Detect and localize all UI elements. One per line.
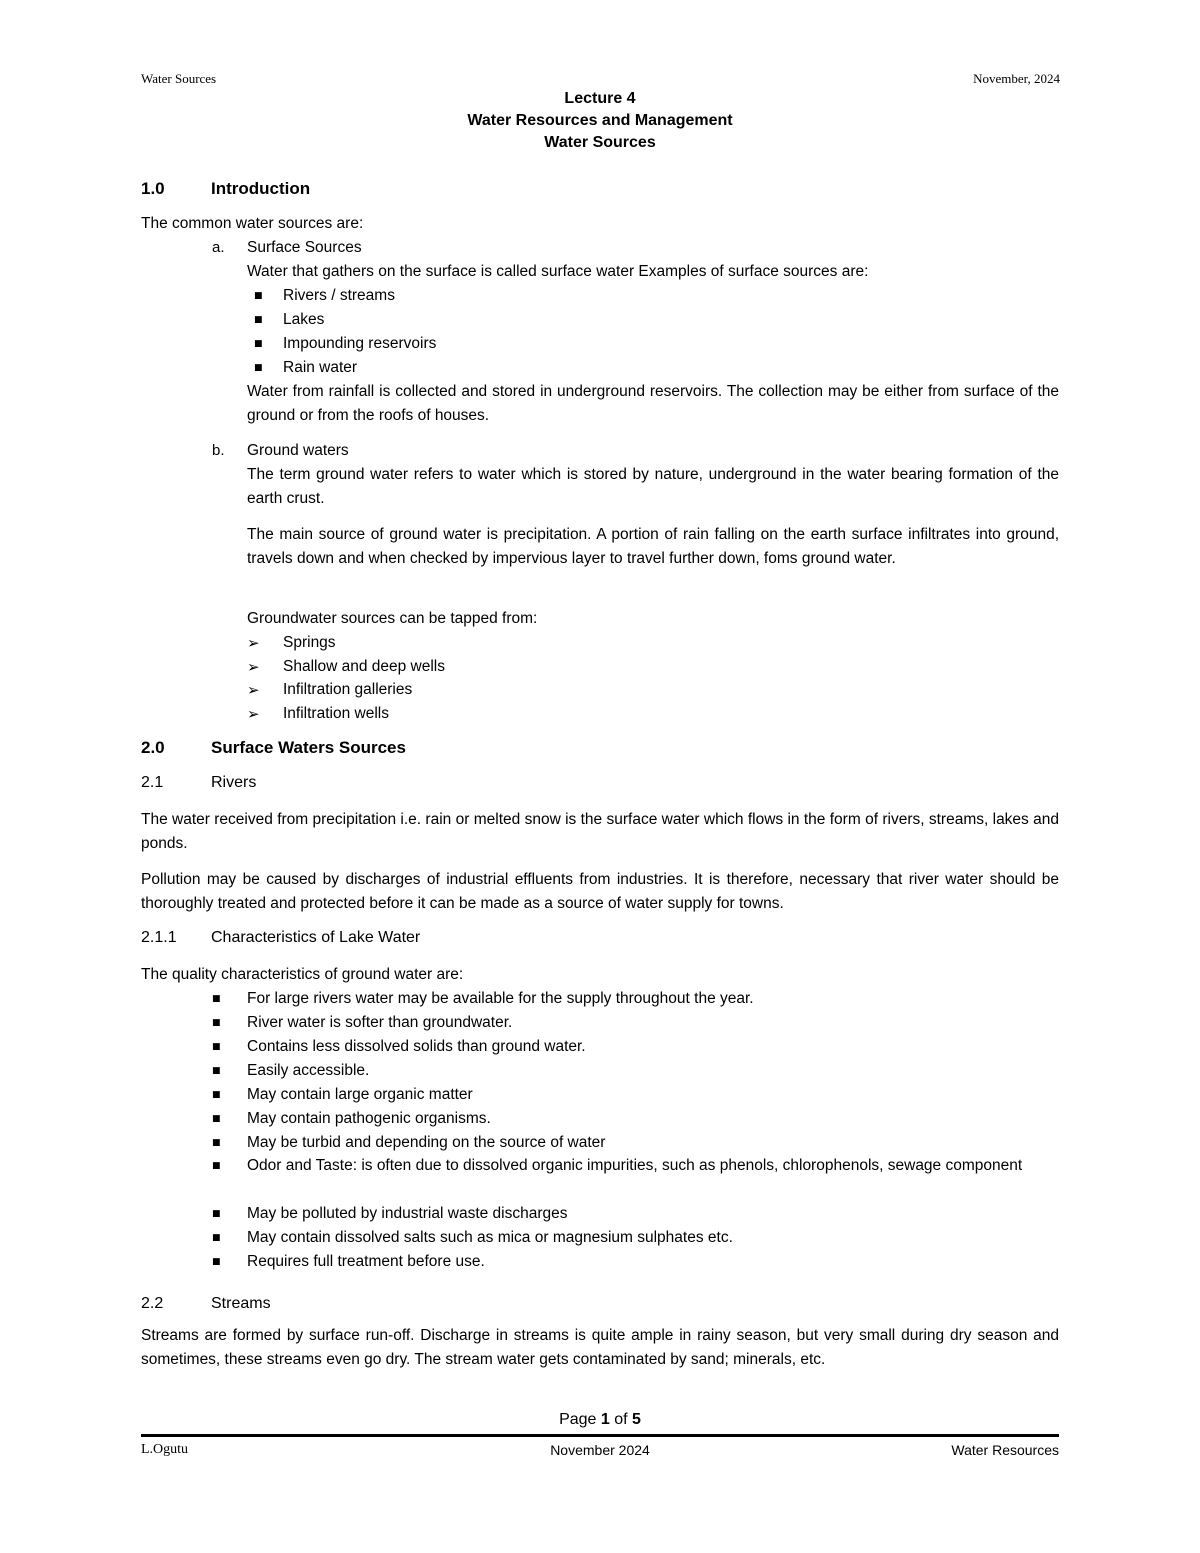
square-bullet-icon: ■ — [212, 1042, 221, 1052]
characteristics-intro: The quality characteristics of ground water are: — [141, 966, 464, 983]
section-2-heading — [141, 738, 406, 758]
arrow-bullet-icon: ➢ — [247, 658, 260, 676]
square-bullet-icon: ■ — [212, 1114, 221, 1124]
list-item: Rain water — [283, 359, 358, 376]
list-item: Rivers / streams — [283, 287, 395, 304]
rivers-paragraph-2: Pollution may be caused by discharges of industrial effluents from industries. It is therefore, necessary that river water should be thoroughly treated and protected before it can be made as a source of water supply for towns. — [141, 871, 1059, 912]
list-item: Infiltration wells — [283, 705, 389, 722]
subsection-number: 2.1 — [141, 774, 164, 791]
list-item: Springs — [283, 634, 336, 651]
lecture-title: Water Sources — [544, 134, 656, 151]
list-item: Requires full treatment before use. — [247, 1253, 485, 1270]
page-label: Page — [559, 1411, 601, 1428]
list-item: May contain dissolved salts such as mica or magnesium sulphates etc. — [247, 1229, 733, 1246]
ground-waters-title: Ground waters — [247, 442, 349, 459]
subsection-number: 2.1.1 — [141, 929, 177, 946]
section-title: Surface Waters Sources — [211, 738, 406, 757]
list-item: Infiltration galleries — [283, 681, 413, 698]
list-item: May contain large organic matter — [247, 1086, 473, 1103]
subsection-2-1-1-heading — [141, 929, 420, 947]
square-bullet-icon: ■ — [212, 1233, 221, 1243]
footer-divider — [141, 1434, 1059, 1437]
list-marker-a: a. — [212, 239, 225, 256]
list-item: May be polluted by industrial waste discharges — [247, 1205, 568, 1222]
subsection-title: Rivers — [211, 774, 257, 791]
subsection-2-1-heading — [141, 774, 256, 792]
list-item: Easily accessible. — [247, 1062, 370, 1079]
section-number: 1.0 — [141, 179, 165, 198]
list-item: Odor and Taste: is often due to dissolved organic impurities, such as phenols, chlorophenols, sewage component — [247, 1157, 1023, 1174]
subsection-title: Streams — [211, 1295, 271, 1312]
streams-paragraph: Streams are formed by surface run-off. Discharge in streams is quite ample in rainy season, but very small during dry season and sometimes, these streams even go dry. The stream water gets contaminated by sand; minerals, etc. — [141, 1327, 1059, 1368]
list-marker-b: b. — [212, 442, 225, 459]
arrow-bullet-icon: ➢ — [247, 681, 260, 699]
subsection-title: Characteristics of Lake Water — [211, 929, 421, 946]
page-of: of — [609, 1411, 633, 1428]
surface-sources-title: Surface Sources — [247, 239, 362, 256]
ground-water-source-paragraph: The main source of ground water is precipitation. A portion of rain falling on the earth surface infiltrates into ground, travels down and when checked by impervious layer to travel further down, foms ground water. — [247, 526, 1059, 567]
square-bullet-icon: ■ — [254, 291, 263, 301]
footer-author: L.Ogutu — [141, 1442, 189, 1457]
header-left: Water Sources — [141, 71, 217, 86]
header-right: November, 2024 — [973, 71, 1060, 86]
footer-course: Water Resources — [951, 1442, 1059, 1458]
groundwater-tap-intro: Groundwater sources can be tapped from: — [247, 610, 538, 627]
rivers-paragraph-1: The water received from precipitation i.e. rain or melted snow is the surface water which flows in the form of rivers, streams, lakes and ponds. — [141, 811, 1059, 852]
square-bullet-icon: ■ — [254, 339, 263, 349]
list-item: Impounding reservoirs — [283, 335, 437, 352]
subsection-number: 2.2 — [141, 1295, 164, 1312]
square-bullet-icon: ■ — [212, 1209, 221, 1219]
rainwater-paragraph: Water from rainfall is collected and stored in underground reservoirs. The collection may be either from surface of the ground or from the roofs of houses. — [247, 383, 1059, 424]
arrow-bullet-icon: ➢ — [247, 705, 260, 723]
course-title: Water Resources and Management — [467, 112, 733, 129]
square-bullet-icon: ■ — [212, 1161, 221, 1171]
footer-date: November 2024 — [550, 1442, 650, 1458]
total-pages: 5 — [632, 1411, 641, 1428]
list-item: For large rivers water may be available for the supply throughout the year. — [247, 990, 754, 1007]
square-bullet-icon: ■ — [212, 1066, 221, 1076]
square-bullet-icon: ■ — [212, 1257, 221, 1267]
surface-sources-desc: Water that gathers on the surface is called surface water Examples of surface sources are: — [247, 263, 869, 280]
section-title: Introduction — [211, 179, 311, 198]
lecture-number: Lecture 4 — [564, 90, 636, 107]
square-bullet-icon: ■ — [212, 1090, 221, 1100]
page-number — [0, 1411, 1200, 1429]
list-item: Lakes — [283, 311, 325, 328]
list-item: River water is softer than groundwater. — [247, 1014, 513, 1031]
square-bullet-icon: ■ — [212, 1018, 221, 1028]
intro-text: The common water sources are: — [141, 215, 364, 232]
square-bullet-icon: ■ — [212, 1138, 221, 1148]
section-1-heading — [141, 179, 310, 199]
arrow-bullet-icon: ➢ — [247, 634, 260, 652]
section-number: 2.0 — [141, 738, 165, 757]
ground-waters-desc: The term ground water refers to water which is stored by nature, underground in the water bearing formation of the earth crust. — [247, 466, 1059, 507]
square-bullet-icon: ■ — [254, 315, 263, 325]
list-item: May be turbid and depending on the source of water — [247, 1134, 606, 1151]
current-page: 1 — [600, 1411, 610, 1428]
subsection-2-2-heading — [141, 1295, 271, 1313]
list-item: Shallow and deep wells — [283, 658, 445, 675]
list-item: Contains less dissolved solids than ground water. — [247, 1038, 586, 1055]
square-bullet-icon: ■ — [212, 994, 221, 1004]
square-bullet-icon: ■ — [254, 363, 263, 373]
list-item: May contain pathogenic organisms. — [247, 1110, 491, 1127]
